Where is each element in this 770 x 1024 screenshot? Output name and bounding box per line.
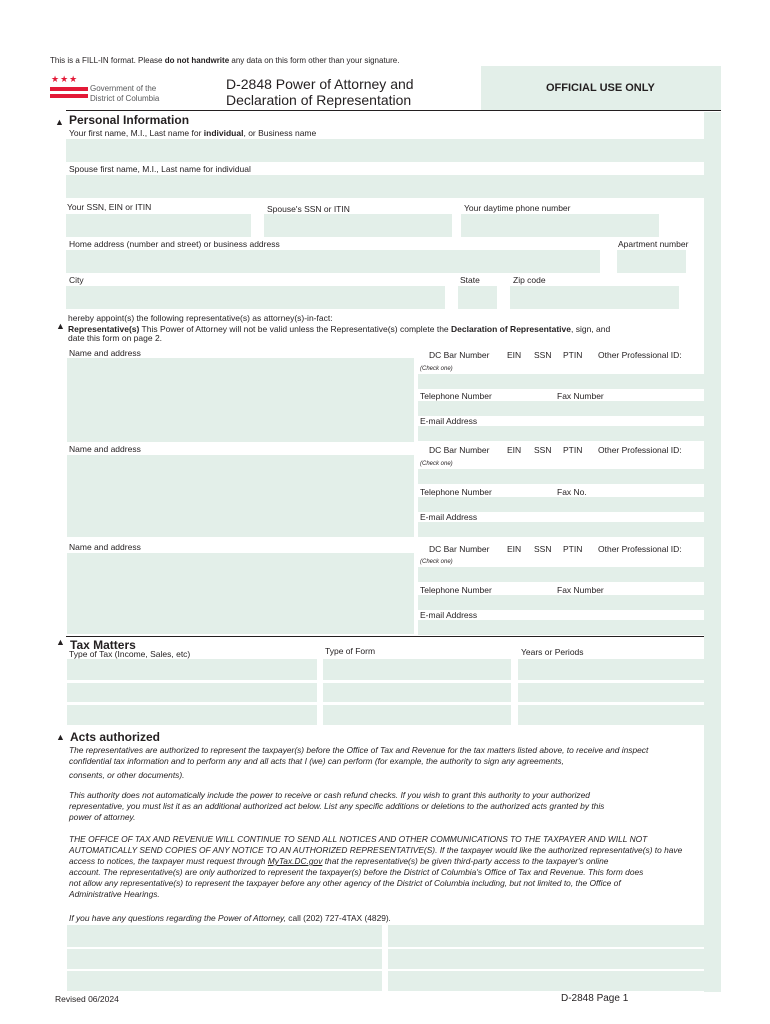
section-triangle-icon: ▲ <box>55 117 64 127</box>
acts-questions-a: If you have any questions regarding the Power of Attorney, <box>69 913 289 923</box>
representative-note-line-2: date this form on page 2. <box>68 333 163 343</box>
acts-questions <box>69 913 709 924</box>
tax-years-field-1[interactable] <box>518 659 704 680</box>
apartment-field[interactable] <box>617 250 686 273</box>
first-name-label-bold: individual <box>203 128 244 138</box>
rep3-id-other[interactable]: Other Professional ID: <box>598 544 682 554</box>
flag-bar-top <box>50 87 88 91</box>
acts-p3-line-4: account. The representative(s) are only authorized to represent the taxpayer(s) before the District of Columbia's Office of Tax and Revenue. This form does <box>69 867 644 877</box>
rep2-telephone-label: Telephone Number <box>420 487 492 497</box>
ssn-label: Your SSN, EIN or ITIN <box>67 202 152 212</box>
form-title-line-1: D-2848 Power of Attorney and <box>226 76 414 92</box>
acts-p1-line-3: consents, or other documents). <box>69 770 185 780</box>
acts-p3-line-3b: that the representative(s) be given third-party access to the taxpayer's online <box>322 856 609 866</box>
acts-questions-phone: call (202) 727-4TAX (4829) <box>288 913 389 923</box>
address-field[interactable] <box>66 250 600 273</box>
rep2-id-field[interactable] <box>418 469 704 484</box>
acts-field-6[interactable] <box>388 971 704 991</box>
rep2-name-label: Name and address <box>69 444 141 454</box>
rep2-id-dcbar[interactable]: DC Bar Number <box>429 445 490 455</box>
rep2-email-field[interactable] <box>418 522 704 537</box>
spouse-ssn-field[interactable] <box>264 214 452 237</box>
acts-heading: Acts authorized <box>70 730 161 744</box>
tax-type-field-1[interactable] <box>67 659 317 680</box>
personal-info-heading: Personal Information <box>69 113 190 127</box>
notice-prefix: This is a FILL-IN format. Please <box>50 56 165 65</box>
rep3-email-label: E-mail Address <box>420 610 478 620</box>
spouse-name-field[interactable] <box>66 175 704 198</box>
zip-field[interactable] <box>510 286 679 309</box>
rep2-check-one: (Check one) <box>420 461 453 467</box>
logo-line-2: District of Columbia <box>90 94 160 103</box>
acts-paragraph-1 <box>69 745 709 781</box>
rep1-telephone-field[interactable] <box>418 401 704 416</box>
notice-bold: do not handwrite <box>164 56 230 65</box>
official-use-label: OFFICIAL USE ONLY <box>546 82 655 94</box>
tax-type-field-2[interactable] <box>67 683 317 702</box>
rep3-fax-label: Fax Number <box>557 585 604 595</box>
rep1-id-field[interactable] <box>418 374 704 389</box>
rep1-fax-label: Fax Number <box>557 391 604 401</box>
address-label: Home address (number and street) or business address <box>69 239 280 249</box>
rep-bold-2: Declaration of Representative <box>451 324 571 334</box>
logo-line-1: Government of the <box>90 84 157 93</box>
rep2-telephone-field[interactable] <box>418 497 704 512</box>
rep1-name-address-field[interactable] <box>67 358 414 442</box>
rep3-check-one: (Check one) <box>420 559 453 565</box>
rep1-id-dcbar[interactable]: DC Bar Number <box>429 350 490 360</box>
years-label: Years or Periods <box>521 647 584 657</box>
zip-label: Zip code <box>513 275 546 285</box>
first-name-field[interactable] <box>66 139 704 162</box>
form-title-line-2: Declaration of Representation <box>226 92 412 108</box>
rep2-fax-label: Fax No. <box>557 487 587 497</box>
appoint-line: hereby appoint(s) the following representative(s) as attorney(s)-in-fact: <box>68 313 333 323</box>
acts-p3-line-6: Administrative Hearings. <box>69 889 160 899</box>
acts-p3-line-5: not allow any representative(s) to represent the taxpayer before any other agency of the District of Columbia including, but not limited to, the Office of <box>69 878 621 888</box>
acts-field-3[interactable] <box>67 949 382 969</box>
acts-field-1[interactable] <box>67 925 382 947</box>
acts-field-5[interactable] <box>67 971 382 991</box>
rep2-email-label: E-mail Address <box>420 512 478 522</box>
rep1-id-ptin[interactable]: PTIN <box>563 350 583 360</box>
tax-form-field-1[interactable] <box>323 659 511 680</box>
notice-suffix: any data on this form other than your signature. <box>229 56 400 65</box>
acts-p3-line-1: THE OFFICE OF TAX AND REVENUE WILL CONTINUE TO SEND ALL NOTICES AND OTHER COMMUNICATIONS TO THE TAXPAYER AND WILL NOT <box>69 834 648 844</box>
type-of-tax-label: Type of Tax (Income, Sales, etc) <box>69 649 191 659</box>
apartment-label: Apartment number <box>618 239 689 249</box>
rep-text-2: , sign, and <box>571 324 611 334</box>
tax-years-field-3[interactable] <box>518 705 704 725</box>
acts-field-2[interactable] <box>388 925 704 947</box>
acts-p2-line-1: This authority does not automatically include the power to receive or cash refund checks. If you wish to grant this authority to your authorized <box>69 790 590 800</box>
dc-flag-logo <box>50 74 90 101</box>
rep2-id-other[interactable]: Other Professional ID: <box>598 445 682 455</box>
acts-p3-line-3 <box>69 856 709 867</box>
city-label: City <box>69 275 84 285</box>
rep1-id-ein[interactable]: EIN <box>507 350 522 360</box>
rep3-email-field[interactable] <box>418 620 704 635</box>
rep2-id-ein[interactable]: EIN <box>507 445 522 455</box>
rep1-email-field[interactable] <box>418 426 704 441</box>
state-label: State <box>460 275 480 285</box>
rep2-id-ptin[interactable]: PTIN <box>563 445 583 455</box>
rep3-id-dcbar[interactable]: DC Bar Number <box>429 544 490 554</box>
rep-bold: Representative(s) <box>68 324 140 334</box>
rep1-telephone-label: Telephone Number <box>420 391 492 401</box>
city-field[interactable] <box>66 286 445 309</box>
spouse-ssn-label: Spouse's SSN or ITIN <box>267 204 350 214</box>
acts-p3-line-2: AUTOMATICALLY SEND COPIES OF ANY NOTICE TO AN AUTHORIZED REPRESENTATIVE(S). If the taxpayer would like the authorized representative(s) to have <box>69 845 683 855</box>
rep3-id-ptin[interactable]: PTIN <box>563 544 583 554</box>
star-icon: ★★★ <box>51 74 79 84</box>
first-name-label-suffix: , or Business name <box>243 128 317 138</box>
acts-paragraph-3 <box>69 834 709 900</box>
rep3-name-label: Name and address <box>69 542 141 552</box>
right-margin-strip <box>704 112 721 992</box>
rep3-id-ein[interactable]: EIN <box>507 544 522 554</box>
rep1-id-other[interactable]: Other Professional ID: <box>598 350 682 360</box>
tax-form-field-3[interactable] <box>323 705 511 725</box>
section-triangle-icon: ▲ <box>56 637 65 647</box>
rep1-id-ssn[interactable]: SSN <box>534 350 552 360</box>
rep3-name-address-field[interactable] <box>67 553 414 634</box>
tax-type-field-3[interactable] <box>67 705 317 725</box>
tax-matters-rule <box>66 636 704 637</box>
tax-form-field-2[interactable] <box>323 683 511 702</box>
header-rule <box>66 110 721 111</box>
revised-date: Revised 06/2024 <box>55 994 119 1004</box>
rep1-name-label: Name and address <box>69 348 141 358</box>
page-number: D-2848 Page 1 <box>561 993 629 1004</box>
spouse-name-label: Spouse first name, M.I., Last name for individual <box>69 164 251 174</box>
state-field[interactable] <box>458 286 497 309</box>
acts-p2-line-3: power of attorney. <box>69 812 136 822</box>
rep3-id-ssn[interactable]: SSN <box>534 544 552 554</box>
phone-label: Your daytime phone number <box>464 203 571 213</box>
first-name-label <box>69 129 316 138</box>
acts-questions-c: . <box>388 913 392 923</box>
ssn-field[interactable] <box>66 214 251 237</box>
phone-field[interactable] <box>461 214 659 237</box>
rep1-check-one: (Check one) <box>420 366 453 372</box>
type-of-form-label: Type of Form <box>325 646 376 656</box>
acts-p2-line-2: representative, you must list it as an additional authorized act below. List any specific additions or deletions to the authorized acts granted by this <box>69 801 605 811</box>
acts-p1-line-2: confidential tax information and to perform any and all acts that I (we) can perform (for example, the authority to sign any agreements, <box>69 756 564 766</box>
rep3-id-field[interactable] <box>418 567 704 582</box>
acts-field-4[interactable] <box>388 949 704 969</box>
rep3-telephone-label: Telephone Number <box>420 585 492 595</box>
acts-p1-line-1: The representatives are authorized to represent the taxpayer(s) before the Office of Tax and Revenue for the tax matters listed above, to receive and inspect <box>69 745 649 755</box>
section-triangle-icon: ▲ <box>56 321 65 331</box>
flag-bar-bottom <box>50 94 88 98</box>
tax-matters-heading: Tax Matters <box>70 638 136 652</box>
rep-text: This Power of Attorney will not be valid unless the Representative(s) complete the <box>139 324 452 334</box>
rep2-name-address-field[interactable] <box>67 455 414 537</box>
section-triangle-icon: ▲ <box>56 732 65 742</box>
acts-paragraph-2 <box>69 790 709 823</box>
tax-years-field-2[interactable] <box>518 683 704 702</box>
rep1-email-label: E-mail Address <box>420 416 478 426</box>
rep3-telephone-field[interactable] <box>418 595 704 610</box>
fill-in-notice <box>50 57 399 65</box>
mytax-link[interactable]: MyTax.DC.gov <box>267 856 323 866</box>
acts-p3-line-3a: access to notices, the taxpayer must request through <box>69 856 268 866</box>
first-name-label-prefix: Your first name, M.I., Last name for <box>69 128 204 138</box>
rep2-id-ssn[interactable]: SSN <box>534 445 552 455</box>
